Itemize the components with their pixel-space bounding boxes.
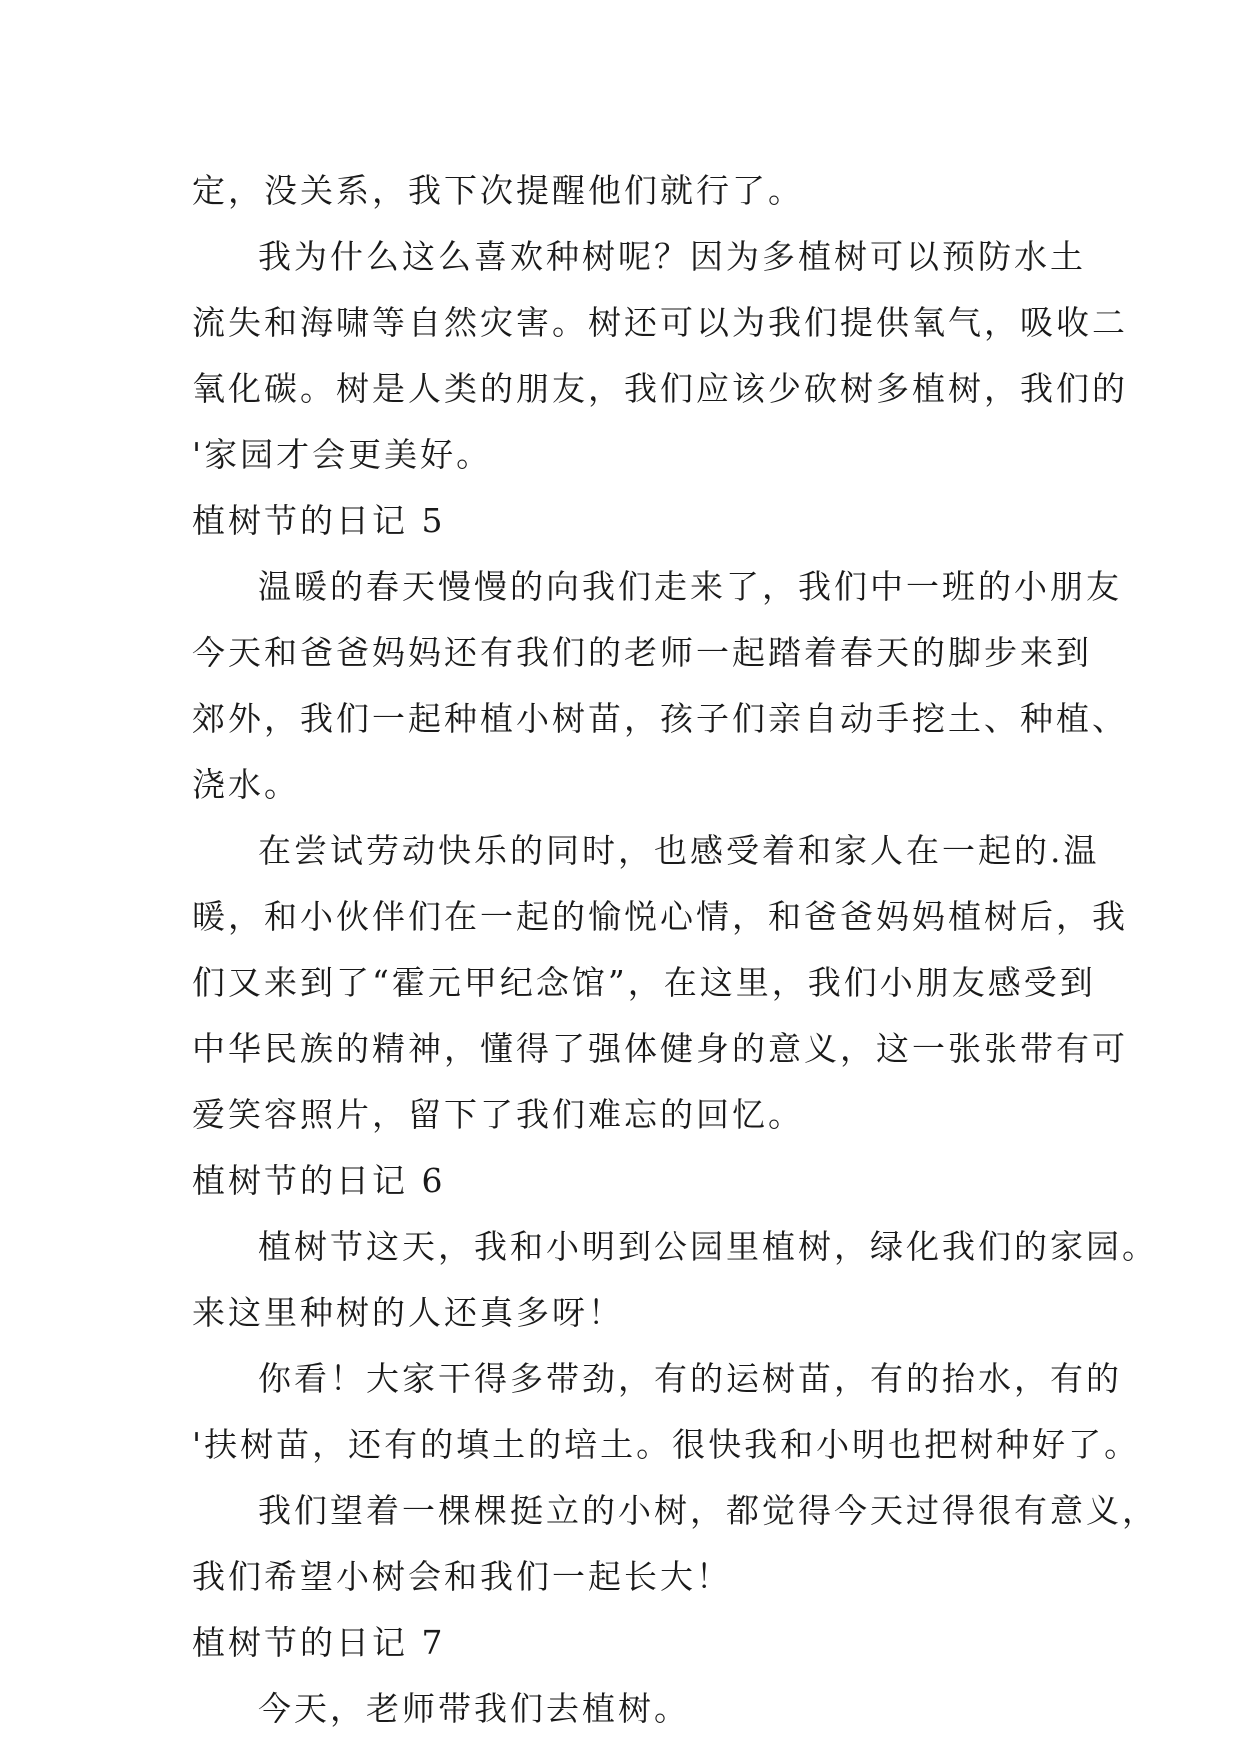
body-text-line: 郊外，我们一起种植小树苗，孩子们亲自动手挖土、种植、 bbox=[192, 699, 1128, 738]
body-text-line: 浇水。 bbox=[192, 765, 300, 804]
body-text-line: 暖，和小伙伴们在一起的愉悦心情，和爸爸妈妈植树后，我 bbox=[192, 897, 1128, 936]
body-text-line: '扶树苗，还有的填土的培土。很快我和小明也把树种好了。 bbox=[192, 1425, 1141, 1464]
body-text-line: 们又来到了“霍元甲纪念馆”，在这里，我们小朋友感受到 bbox=[192, 963, 1096, 1002]
body-text-line: 植树节这天，我和小明到公园里植树，绿化我们的家园。 bbox=[258, 1227, 1158, 1266]
body-text-line: 来这里种树的人还真多呀！ bbox=[192, 1293, 624, 1332]
body-text-line: 氧化碳。树是人类的朋友，我们应该少砍树多植树，我们的 bbox=[192, 369, 1128, 408]
body-text-line: 今天和爸爸妈妈还有我们的老师一起踏着春天的脚步来到 bbox=[192, 633, 1092, 672]
body-text-line: 你看！大家干得多带劲，有的运树苗，有的抬水，有的 bbox=[258, 1359, 1122, 1398]
body-text-line: 今天，老师带我们去植树。 bbox=[258, 1689, 690, 1728]
body-text-line: 我们望着一棵棵挺立的小树，都觉得今天过得很有意义， bbox=[258, 1491, 1158, 1530]
body-text-line: 我们希望小树会和我们一起长大！ bbox=[192, 1557, 732, 1596]
body-text-line: 中华民族的精神，懂得了强体健身的意义，这一张张带有可 bbox=[192, 1029, 1128, 1068]
body-text-line: 流失和海啸等自然灾害。树还可以为我们提供氧气，吸收二 bbox=[192, 303, 1128, 342]
document-body bbox=[192, 158, 1158, 1742]
body-text-line: 在尝试劳动快乐的同时，也感受着和家人在一起的.温 bbox=[258, 831, 1100, 870]
body-text-line: 我为什么这么喜欢种树呢？因为多植树可以预防水土 bbox=[258, 237, 1086, 276]
diary-heading: 植树节的日记 5 bbox=[192, 501, 446, 540]
body-text-line: '家园才会更美好。 bbox=[192, 435, 493, 474]
body-text-line: 温暖的春天慢慢的向我们走来了，我们中一班的小朋友 bbox=[258, 567, 1122, 606]
diary-heading: 植树节的日记 6 bbox=[192, 1161, 446, 1200]
diary-heading: 植树节的日记 7 bbox=[192, 1623, 446, 1662]
body-text-line: 爱笑容照片，留下了我们难忘的回忆。 bbox=[192, 1095, 804, 1134]
body-text-line: 定，没关系，我下次提醒他们就行了。 bbox=[192, 171, 804, 210]
